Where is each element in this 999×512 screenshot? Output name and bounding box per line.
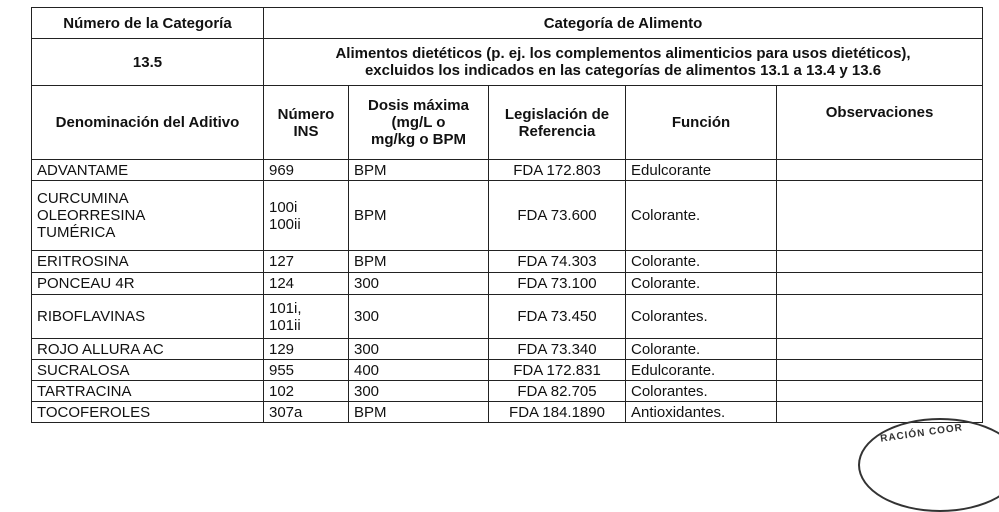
cell-observations bbox=[777, 251, 983, 273]
cell-legislation: FDA 73.450 bbox=[489, 295, 626, 339]
cell-ins: 127 bbox=[264, 251, 349, 273]
cell-function: Edulcorante bbox=[626, 160, 777, 181]
cell-dose: 300 bbox=[349, 273, 489, 295]
cell-ins: 307a bbox=[264, 402, 349, 423]
cell-name: TOCOFEROLES bbox=[32, 402, 264, 423]
cell-observations bbox=[777, 360, 983, 381]
cell-dose: BPM bbox=[349, 181, 489, 251]
cell-function: Antioxidantes. bbox=[626, 402, 777, 423]
col-header-legislation-line1: Legislación de bbox=[504, 105, 610, 123]
cell-dose: BPM bbox=[349, 402, 489, 423]
cell-function: Colorantes. bbox=[626, 295, 777, 339]
cell-name: SUCRALOSA bbox=[32, 360, 264, 381]
cell-name: PONCEAU 4R bbox=[32, 273, 264, 295]
cell-name-line2: OLEORRESINA bbox=[37, 207, 146, 224]
table-row bbox=[32, 251, 983, 273]
cell-legislation: FDA 73.600 bbox=[489, 181, 626, 251]
cell-function: Colorante. bbox=[626, 251, 777, 273]
cell-name: ERITROSINA bbox=[32, 251, 264, 273]
cell-ins: 129 bbox=[264, 339, 349, 360]
category-number: 13.5 bbox=[32, 39, 264, 86]
cell-dose: BPM bbox=[349, 251, 489, 273]
cell-observations bbox=[777, 339, 983, 360]
category-description bbox=[264, 39, 983, 86]
col-header-ins bbox=[264, 86, 349, 160]
cell-ins: 102 bbox=[264, 381, 349, 402]
cell-dose: BPM bbox=[349, 160, 489, 181]
cell-observations bbox=[777, 381, 983, 402]
category-label: Categoría de Alimento bbox=[264, 8, 983, 39]
header-row-category bbox=[32, 8, 983, 39]
table-row bbox=[32, 160, 983, 181]
cell-name: ADVANTAME bbox=[32, 160, 264, 181]
col-header-dose bbox=[349, 86, 489, 160]
col-header-legislation bbox=[489, 86, 626, 160]
cell-legislation: FDA 73.100 bbox=[489, 273, 626, 295]
cell-function: Colorante. bbox=[626, 339, 777, 360]
col-header-legislation-line2: Referencia bbox=[518, 122, 596, 140]
cell-name-line1: CURCUMINA bbox=[37, 190, 129, 207]
category-description-line2: excluidos los indicados en las categorías de alimentos 13.1 a 13.4 y 13.6 bbox=[364, 62, 882, 79]
cell-name bbox=[32, 181, 264, 251]
cell-ins: 969 bbox=[264, 160, 349, 181]
table-row bbox=[32, 181, 983, 251]
cell-ins-line1: 100i bbox=[269, 198, 298, 216]
cell-function: Colorante. bbox=[626, 273, 777, 295]
stamp-text: RACIÓN COOR bbox=[879, 422, 964, 445]
cell-dose: 300 bbox=[349, 295, 489, 339]
cell-ins: 124 bbox=[264, 273, 349, 295]
cell-legislation: FDA 82.705 bbox=[489, 381, 626, 402]
col-header-dose-line3: mg/kg o BPM bbox=[370, 131, 466, 148]
cell-legislation: FDA 172.831 bbox=[489, 360, 626, 381]
cell-function: Colorantes. bbox=[626, 381, 777, 402]
cell-function: Colorante. bbox=[626, 181, 777, 251]
table-row bbox=[32, 295, 983, 339]
header-row-category-detail bbox=[32, 39, 983, 86]
cell-function: Edulcorante. bbox=[626, 360, 777, 381]
col-header-name: Denominación del Aditivo bbox=[32, 86, 264, 160]
cell-ins bbox=[264, 181, 349, 251]
col-header-observations: Observaciones bbox=[777, 86, 983, 160]
cell-name: RIBOFLAVINAS bbox=[32, 295, 264, 339]
col-header-ins-line2: INS bbox=[293, 122, 319, 140]
category-number-label: Número de la Categoría bbox=[32, 8, 264, 39]
cell-legislation: FDA 184.1890 bbox=[489, 402, 626, 423]
cell-ins-line2: 101ii bbox=[269, 316, 301, 334]
table-row bbox=[32, 381, 983, 402]
col-header-dose-line1: Dosis máxima bbox=[368, 97, 469, 114]
table-row bbox=[32, 402, 983, 423]
cell-legislation: FDA 74.303 bbox=[489, 251, 626, 273]
table-row bbox=[32, 339, 983, 360]
cell-dose: 400 bbox=[349, 360, 489, 381]
cell-ins-line2: 100ii bbox=[269, 215, 301, 233]
cell-name-line3: TUMÉRICA bbox=[37, 224, 116, 241]
cell-observations bbox=[777, 295, 983, 339]
additives-table bbox=[31, 7, 983, 423]
cell-name: ROJO ALLURA AC bbox=[32, 339, 264, 360]
col-header-function: Función bbox=[626, 86, 777, 160]
cell-observations bbox=[777, 181, 983, 251]
cell-observations bbox=[777, 160, 983, 181]
cell-dose: 300 bbox=[349, 381, 489, 402]
table-row bbox=[32, 360, 983, 381]
cell-ins: 955 bbox=[264, 360, 349, 381]
column-header-row bbox=[32, 86, 983, 160]
cell-observations bbox=[777, 273, 983, 295]
cell-ins-line1: 101i, bbox=[269, 299, 302, 317]
cell-name: TARTRACINA bbox=[32, 381, 264, 402]
cell-dose: 300 bbox=[349, 339, 489, 360]
cell-legislation: FDA 73.340 bbox=[489, 339, 626, 360]
col-header-dose-line2: (mg/L o bbox=[391, 114, 446, 131]
cell-legislation: FDA 172.803 bbox=[489, 160, 626, 181]
table-row bbox=[32, 273, 983, 295]
cell-ins bbox=[264, 295, 349, 339]
category-description-line1: Alimentos dietéticos (p. ej. los complementos alimenticios para usos dietéticos), bbox=[335, 45, 911, 62]
col-header-ins-line1: Número bbox=[277, 105, 335, 123]
